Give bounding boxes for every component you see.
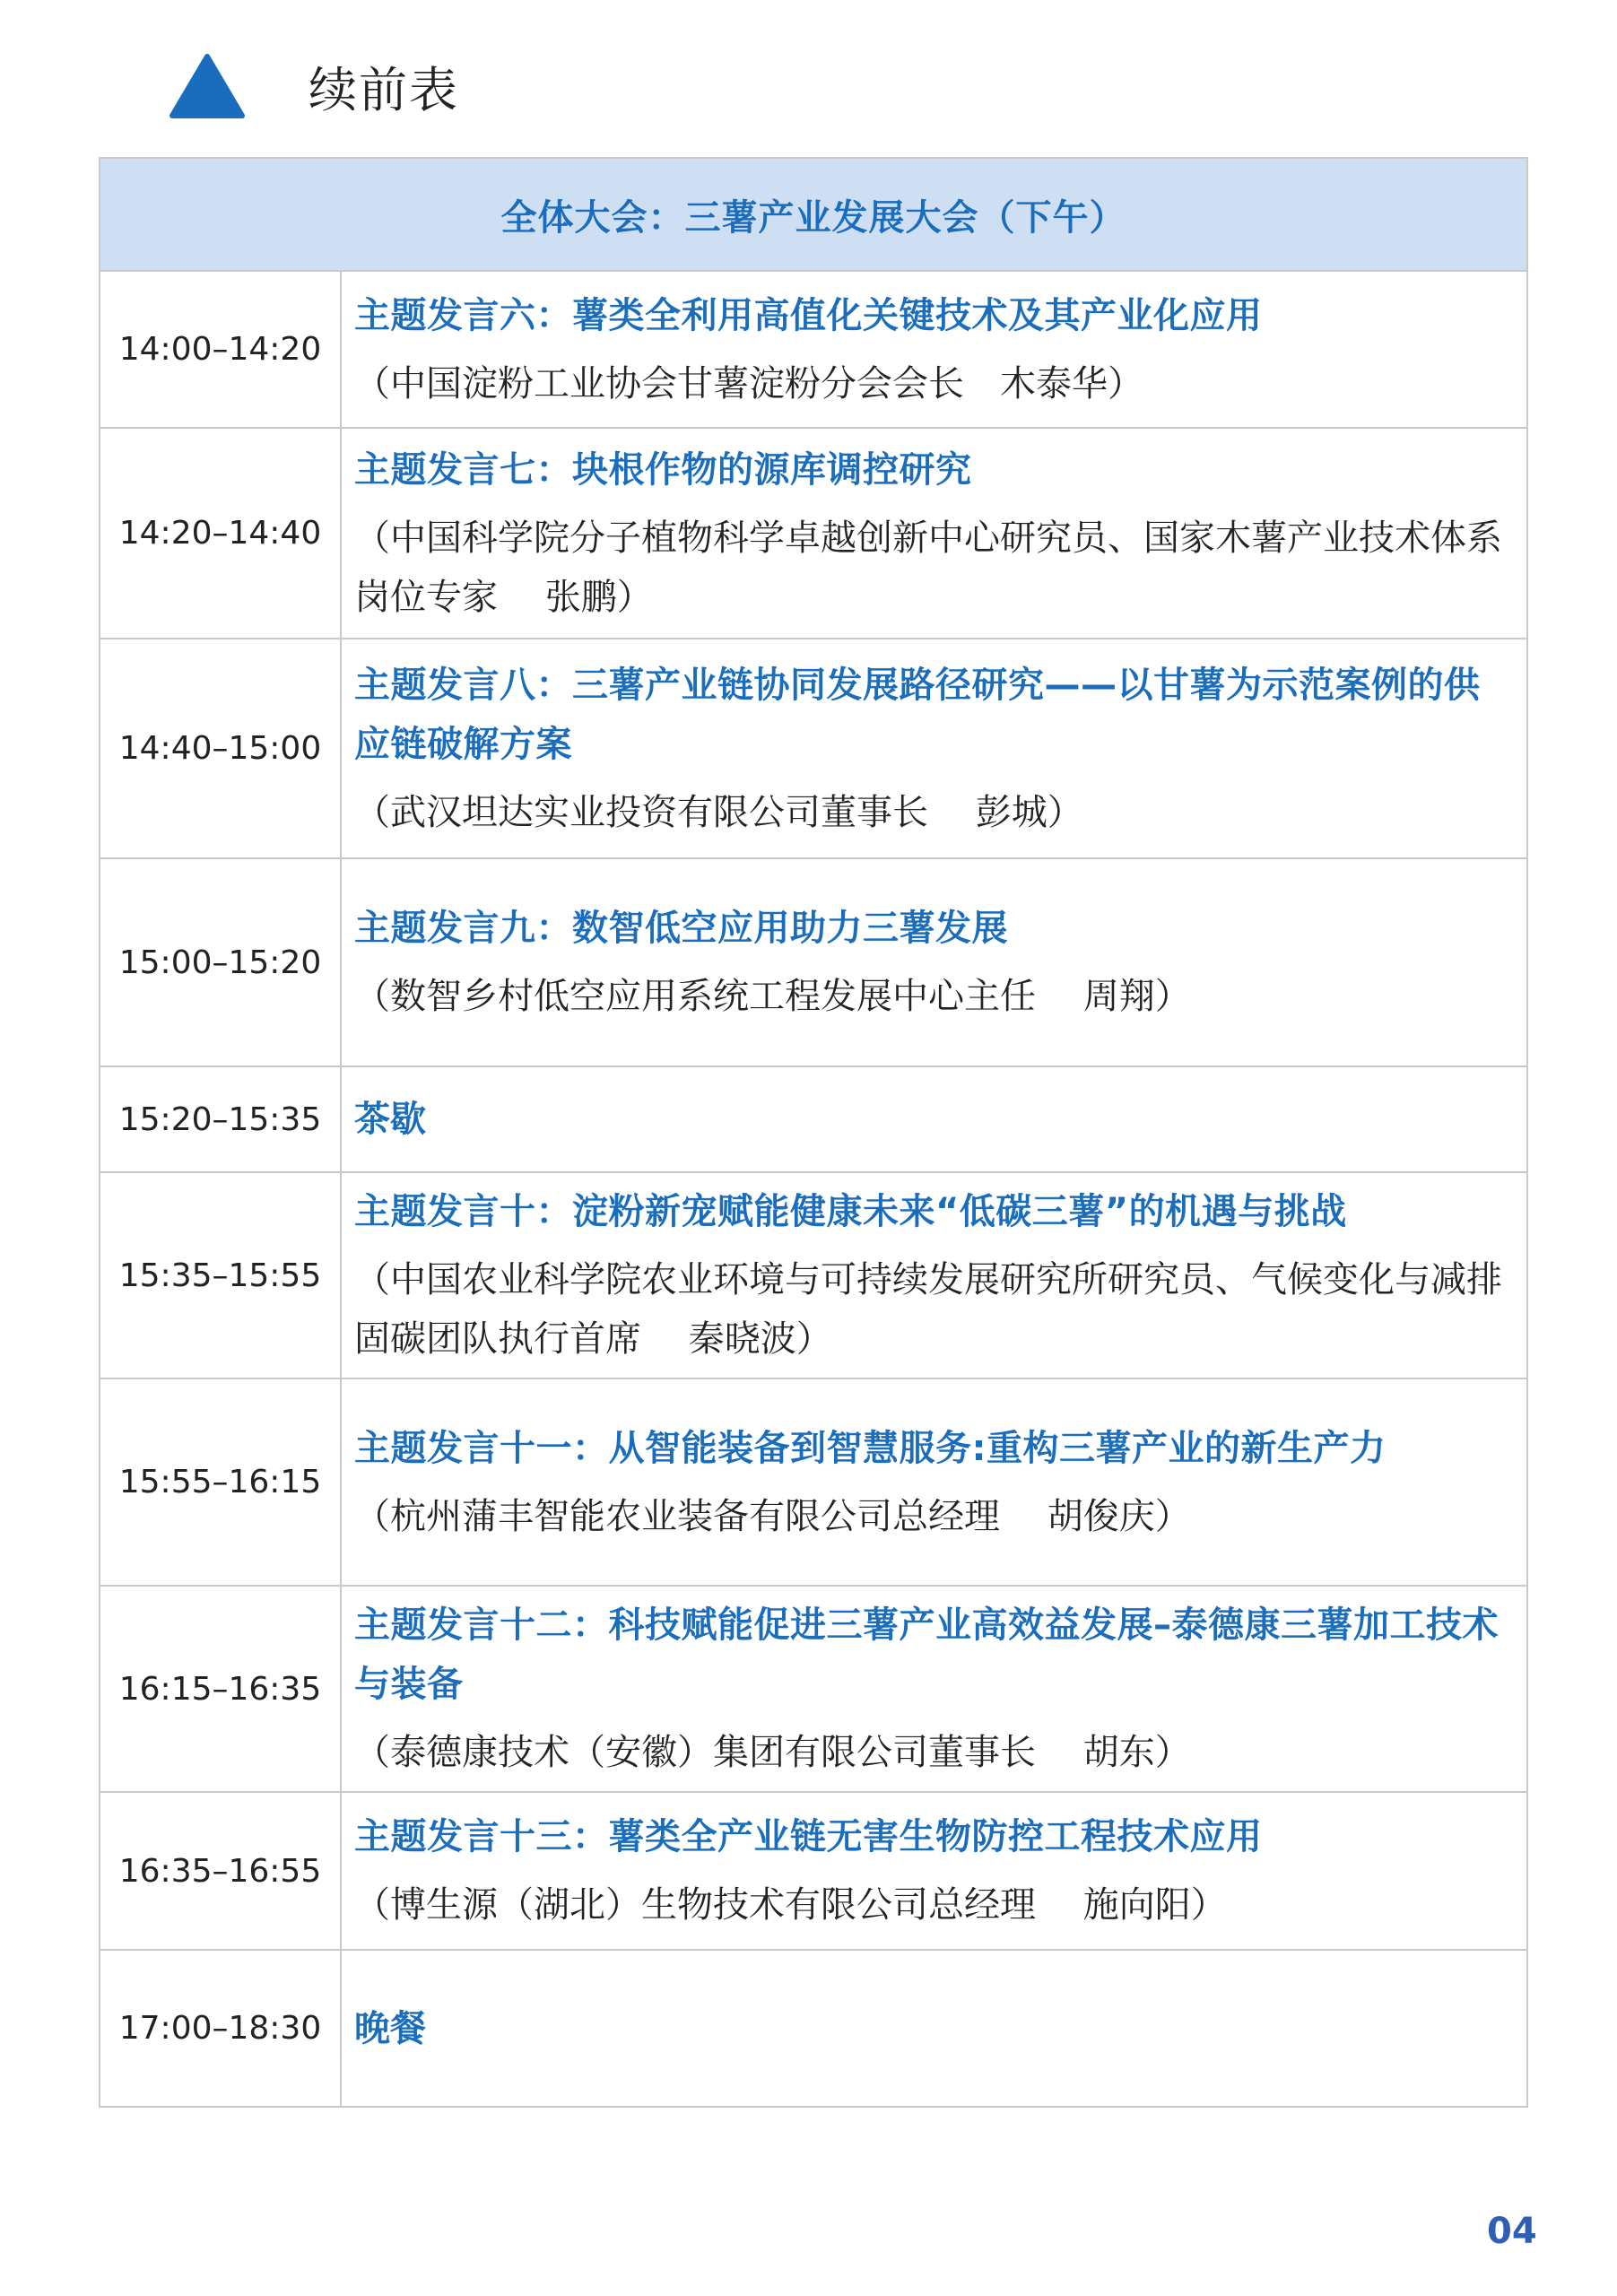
talk-title: 主题发言六：薯类全利用高值化关键技术及其产业化应用 — [354, 294, 1263, 336]
talk-speaker: （泰德康技术（安徽）集团有限公司董事长 胡东） — [354, 1732, 1191, 1773]
talk-title: 主题发言十三：薯类全产业链无害生物防控工程技术应用 — [354, 1816, 1263, 1857]
talk-speaker: （中国农业科学院农业环境与可持续发展研究所研究员、气候变化与减排固碳团队执行首席 秦晓波） — [354, 1259, 1502, 1360]
talk-title: 主题发言八：三薯产业链协同发展路径研究——以甘薯为示范案例的供应链破解方案 — [354, 664, 1481, 765]
table-row — [100, 639, 1527, 858]
content-cell — [341, 271, 1527, 428]
talk-speaker: （杭州蒲丰智能农业装备有限公司总经理 胡俊庆） — [354, 1495, 1191, 1537]
time-cell: 16:15–16:35 — [100, 1586, 341, 1792]
time-cell: 15:55–16:15 — [100, 1378, 341, 1586]
content-cell — [341, 858, 1527, 1066]
page-number: 04 — [1487, 2211, 1537, 2252]
time-cell: 14:00–14:20 — [100, 271, 341, 428]
break-title: 茶歇 — [354, 1099, 426, 1140]
table-row — [100, 1172, 1527, 1378]
triangle-icon — [169, 53, 246, 119]
section-header: 全体大会：三薯产业发展大会（下午） — [100, 158, 1527, 271]
content-cell — [341, 1950, 1527, 2107]
content-cell — [341, 639, 1527, 858]
time-cell: 15:00–15:20 — [100, 858, 341, 1066]
time-cell: 14:40–15:00 — [100, 639, 341, 858]
time-cell: 17:00–18:30 — [100, 1950, 341, 2107]
page-title: 续前表 — [309, 61, 459, 118]
time-cell: 14:20–14:40 — [100, 428, 341, 639]
talk-speaker: （武汉坦达实业投资有限公司董事长 彭城） — [354, 791, 1083, 833]
table-row — [100, 1792, 1527, 1950]
page-header — [169, 50, 459, 122]
table-row — [100, 1378, 1527, 1586]
table-row — [100, 858, 1527, 1066]
content-cell — [341, 1378, 1527, 1586]
table-row — [100, 1066, 1527, 1172]
time-cell: 15:20–15:35 — [100, 1066, 341, 1172]
content-cell — [341, 1792, 1527, 1950]
content-cell — [341, 428, 1527, 639]
content-cell — [341, 1586, 1527, 1792]
talk-title: 主题发言十一：从智能装备到智慧服务:重构三薯产业的新生产力 — [354, 1427, 1387, 1469]
talk-title: 主题发言十：淀粉新宠赋能健康未来“低碳三薯”的机遇与挑战 — [354, 1191, 1347, 1232]
break-title: 晚餐 — [354, 2007, 426, 2049]
schedule-table — [99, 157, 1528, 2108]
talk-title: 主题发言十二：科技赋能促进三薯产业高效益发展–泰德康三薯加工技术与装备 — [354, 1605, 1499, 1705]
talk-speaker: （中国科学院分子植物科学卓越创新中心研究员、国家木薯产业技术体系岗位专家 张鹏） — [354, 517, 1502, 618]
talk-speaker: （博生源（湖北）生物技术有限公司总经理 施向阳） — [354, 1884, 1227, 1926]
content-cell — [341, 1172, 1527, 1378]
time-cell: 16:35–16:55 — [100, 1792, 341, 1950]
table-row — [100, 428, 1527, 639]
talk-speaker: （中国淀粉工业协会甘薯淀粉分会会长 木泰华） — [354, 362, 1143, 404]
table-row — [100, 1586, 1527, 1792]
time-cell: 15:35–15:55 — [100, 1172, 341, 1378]
talk-title: 主题发言九：数智低空应用助力三薯发展 — [354, 908, 1008, 949]
talk-title: 主题发言七：块根作物的源库调控研究 — [354, 448, 972, 491]
table-row — [100, 271, 1527, 428]
table-row — [100, 1950, 1527, 2107]
content-cell — [341, 1066, 1527, 1172]
talk-speaker: （数智乡村低空应用系统工程发展中心主任 周翔） — [354, 976, 1191, 1017]
